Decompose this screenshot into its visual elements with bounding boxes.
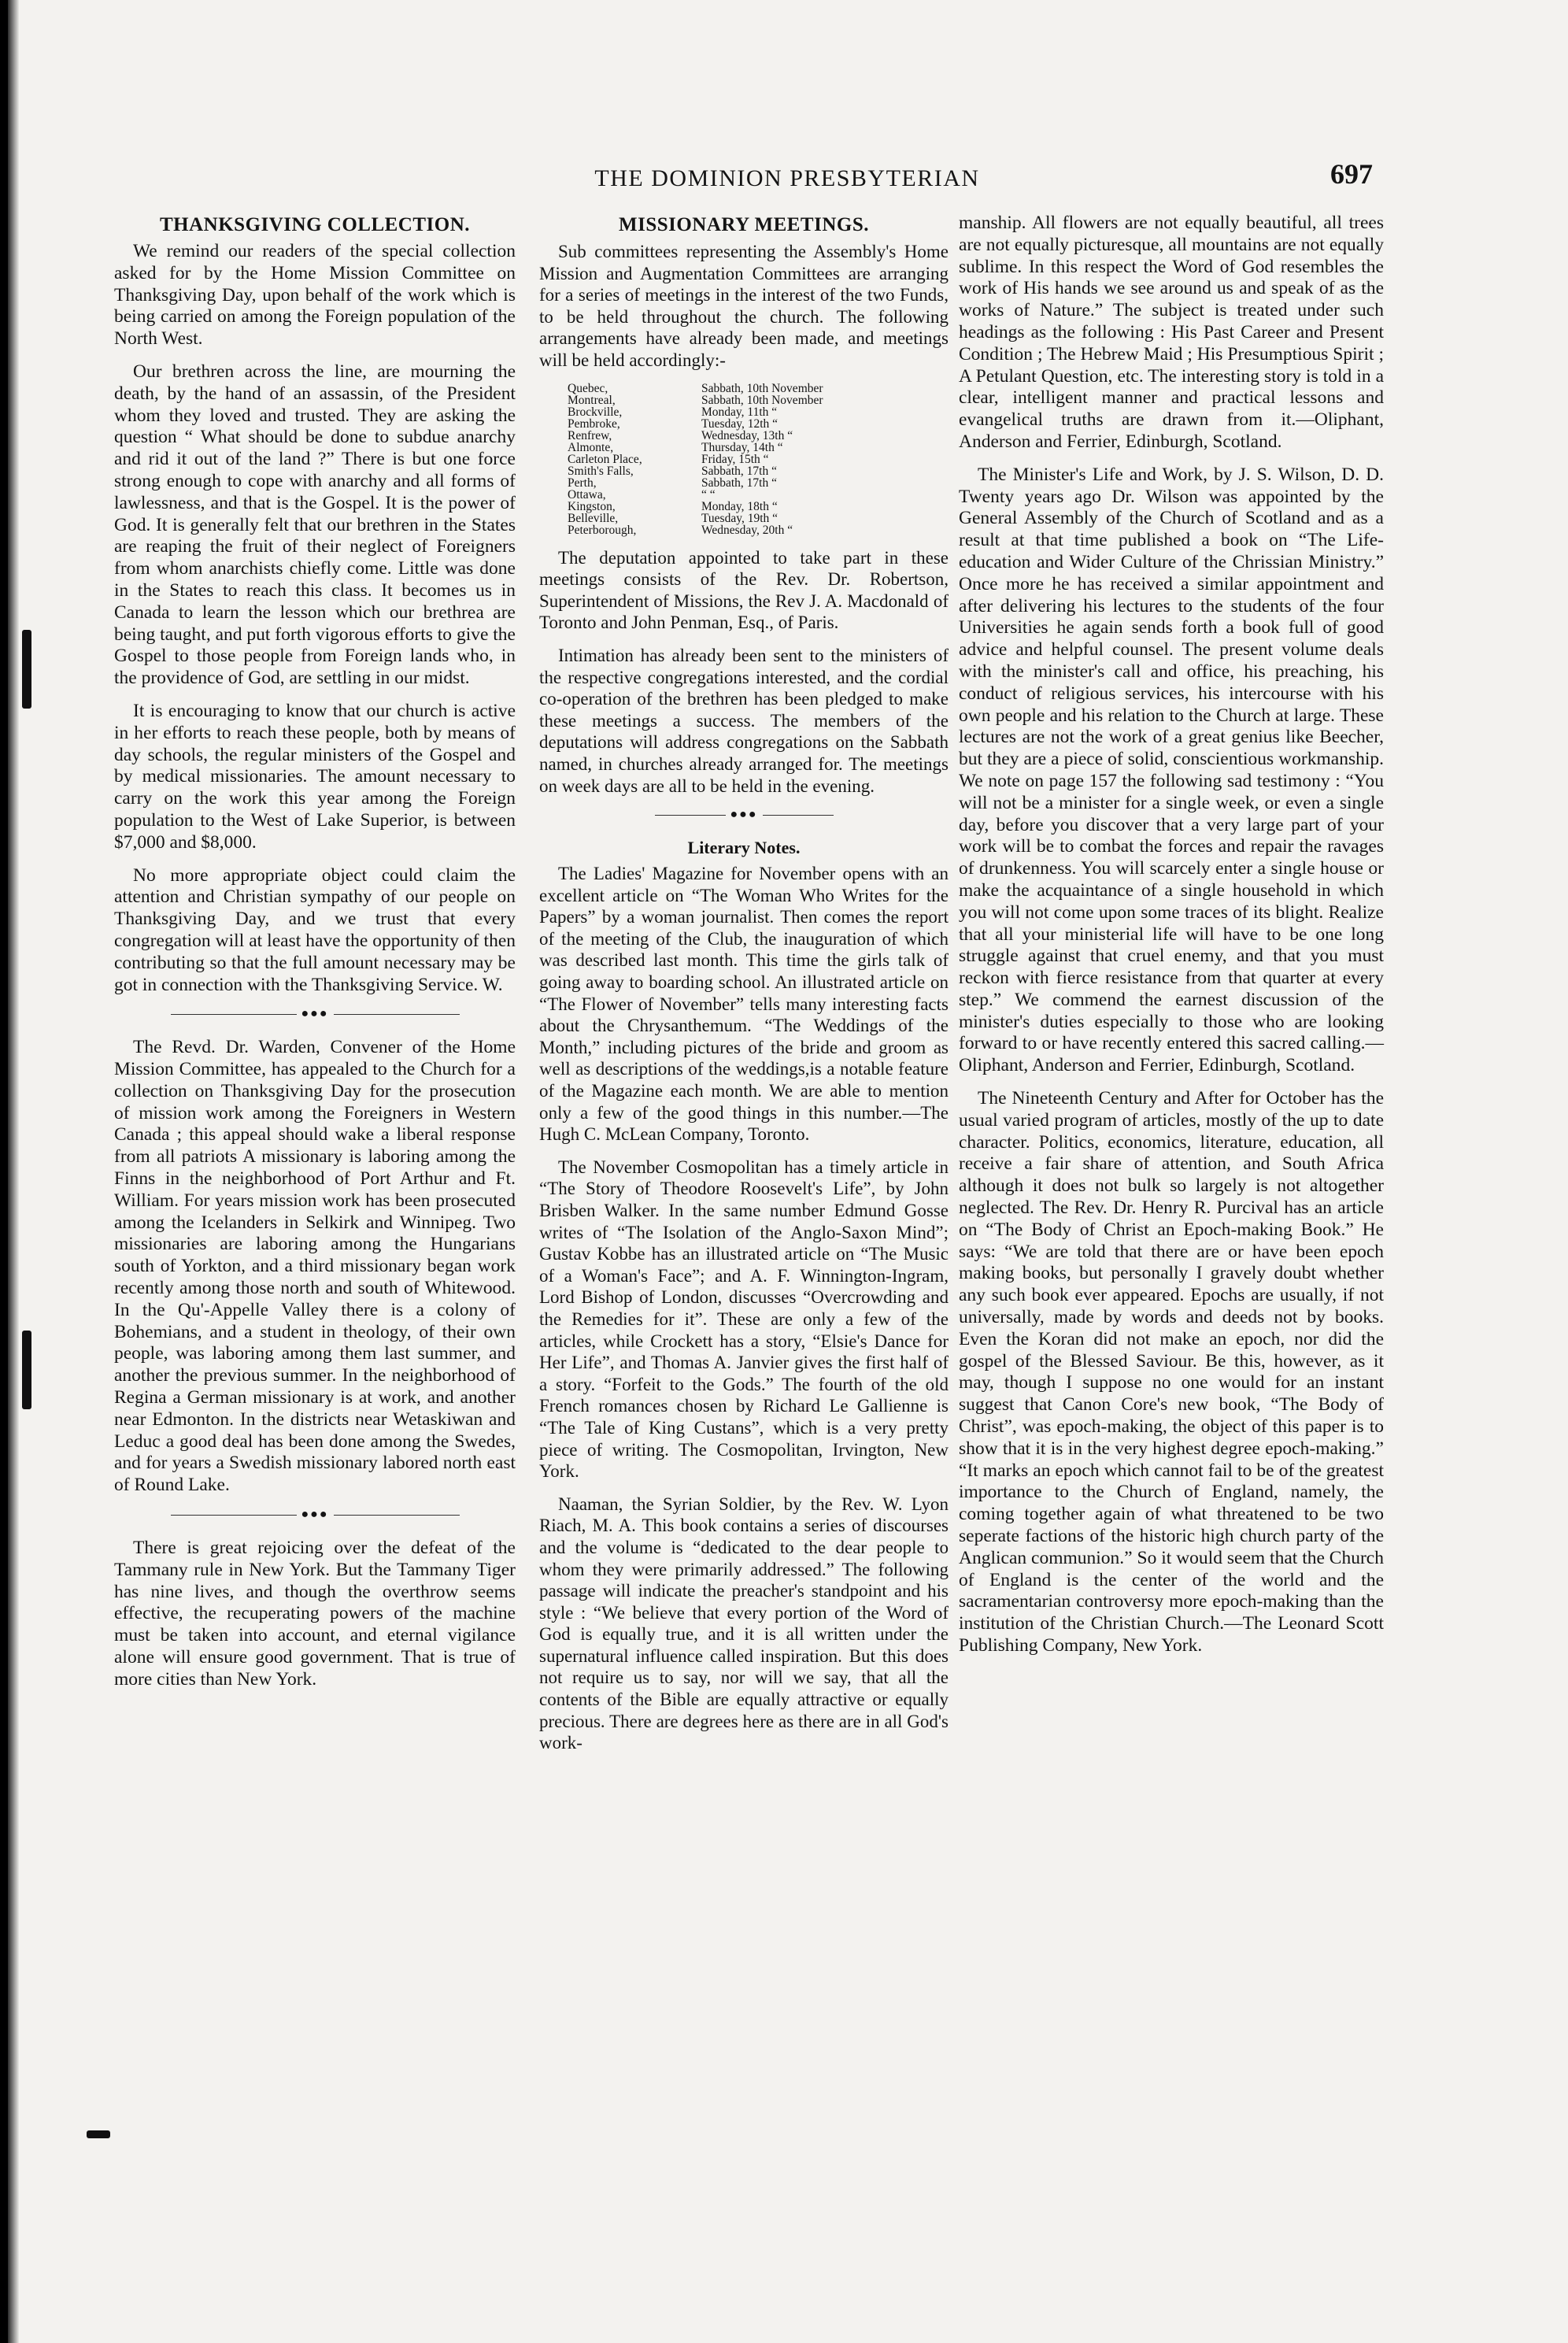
schedule-city: Renfrew, (568, 428, 612, 442)
schedule-city: Peterborough, (568, 523, 637, 537)
schedule-city: Quebec, (568, 381, 608, 395)
schedule-row (568, 442, 898, 453)
paragraph: The Nineteenth Century and After for October has the usual varied program of articles, mostly of the up to date character. Politics, economics, literature, education, all receive a fair share of attention, and South Africa although it does not bulk so largely is not altogether neglected. The Rev. Dr. Henry R. Purcival has an article on “The Body of Christ an Epoch-making Book.” He says: “We are told that there are or have been epoch making books, but personally I gravely doubt whether any such book ever appeared. Epochs are usually, if not universally, made by words and deeds not by books. Even the Koran did not make an epoch, nor did the gospel of the Blessed Saviour. Be this, however, as it may, though I suppose no one would for an instant suggest that Canon Core's new book, “The Body of Christ”, was epoch-making, the object of this paper is to show that it is in the very highest degree epoch-making.” “It marks an epoch which cannot fail to be of the greatest importance to the Church of England, namely, the coming together again of what threatened to be two seperate factions of the historic high church party of the Anglican communion.” So it would seem that the Church of England is the center of the world and the sacramentarian controversy more epoch-making than the institution of the Christian Church.—The Leonard Scott Publishing Company, New York. (959, 1088, 1384, 1656)
schedule-row (568, 394, 898, 406)
paragraph: Our brethren across the line, are mourning the death, by the hand of an assassin, of the President whom they loved and trusted. They are asking the question “ What should be done to subdue anarchy and rid it out of the land ?” There is but one force strong enough to cope with anarchy and all forms of lawlessness, and that is the Gospel. It is the power of God. It is generally felt that our brethren in the States are reaping the fruit of their neglect of Foreigners from whom anarchists chiefly come. Little was done in the States to reach this class. It becomes us in Canada to learn the lesson which our brethrea are being taught, and put forth vigorous efforts to give the Gospel to those people from Foreign lands who, in the providence of God, are settling in our midst. (114, 361, 516, 689)
schedule-date: Sabbath, 10th November (701, 381, 823, 395)
column-right (959, 213, 1384, 1668)
schedule-row (568, 430, 898, 442)
paragraph: The Minister's Life and Work, by J. S. Wilson, D. D. Twenty years ago Dr. Wilson was appointed by the General Assembly of the Church of Scotland and as a result at that time published a book on “The Life-education and Wider Culture of the Chrissian Ministry.” Once more he has received a similar appointment and after delivering his lectures to the students of the four Universities he again sends forth a book full of good advice and helpful counsel. The present volume deals with the minister's call and office, his preaching, his conduct of religious services, his intercourse with his own people and his relation to the Church at large. These lectures are not the work of a great genius like Beecher, but they are a piece of solid, conscientious workmanship. We note on page 157 the following sad testimony : “You will not be a minister for a single week, or even a single day, before you discover that a very large part of your work will be to combat the forces and repair the ravages of drunkenness. You will scarcely enter a single house or make the acquaintance of a single household in which you will not come upon some traces of its blight. Realize that all your ministerial life will have to be one long struggle against that cruel enemy, and that you must reckon with fierce resistance from that quarter at every step.” We commend the earnest discussion of the minister's duties especially to those who are looking forward to or have recently entered this sacred calling.—Oliphant, Anderson and Ferrier, Edinburgh, Scotland. (959, 464, 1384, 1076)
separator-rule: ●●● (114, 1007, 516, 1021)
schedule-date: Sabbath, 17th “ (701, 464, 777, 478)
paragraph: manship. All flowers are not equally beautiful, all trees are not equally picturesque, all mountains are not equally sublime. In this respect the Word of God resembles the work of His hands we see around us and speak of as the works of Nature.” The subject is treated under such headings as the following : His Past Career and Present Condition ; The Hebrew Maid ; His Presumptious Spirit ; A Petulant Question, etc. The interesting story is told in a clear, intelligent manner and practical lessons and evangelical truths are drawn from it.—Oliphant, Anderson and Ferrier, Edinburgh, Scotland. (959, 213, 1384, 452)
schedule-row (568, 524, 898, 536)
schedule-date: Tuesday, 12th “ (701, 416, 778, 431)
schedule-date: Sabbath, 10th November (701, 393, 823, 407)
schedule-city: Carleton Place, (568, 452, 642, 466)
paragraph: Intimation has already been sent to the ministers of the respective congregations interested, and the cordial co-operation of the brethren has been pledged to make these meetings a success. The members of the deputations will address congregations on the Sabbath named, in churches already arranged for. The meetings on week days are all to be held in the evening. (539, 645, 949, 796)
schedule-row (568, 489, 898, 501)
schedule-city: Perth, (568, 476, 597, 490)
article-heading: MISSIONARY MEETINGS. (619, 214, 869, 235)
schedule-city: Belleville, (568, 511, 619, 525)
section-subheading: Literary Notes. (687, 838, 801, 858)
paragraph: The November Cosmopolitan has a timely article in “The Story of Theodore Roosevelt's Life”, by John Brisben Walker. In the same number Edmund Gosse writes of “The Isolation of the Anglo-Saxon Mind”; Gustav Kobbe has an illustrated article on “The Music of a Woman's Face”; and A. F. Winnington-Ingram, Lord Bishop of London, discusses “Overcrowding and the Remedies for it”. These are only a few of the articles, while Crockett has a story, “Elsie's Dance for Her Life”, and Thomas A. Janvier gives the first half of a story. “Forfeit to the Gods.” The fourth of the old French romances chosen by Richard Le Gallienne is “The Tale of King Custans”, which is a very pretty piece of writing. The Cosmopolitan, Irvington, New York. (539, 1157, 949, 1482)
newspaper-page (8, 0, 1568, 2343)
schedule-row (568, 453, 898, 465)
binding-mark-corner (87, 2130, 110, 2138)
schedule-row (568, 465, 898, 477)
paragraph: The Revd. Dr. Warden, Convener of the Home Mission Committee, has appealed to the Church for a collection on Thanksgiving Day for the prosecution of mission work among the Foreigners in Western Canada ; this appeal should wake a liberal response from all patriots A missionary is laboring among the Finns in the neighborhood of Port Arthur and Ft. William. For years mission work has been prosecuted among the Icelanders in Selkirk and Winnipeg. Two missionaries are laboring among the Hungarians south of Yorkton, and a third missionary began work recently among those north and south of Whitewood. In the Qu'-Appelle Valley there is a colony of Bohemians, and a student in theology, of their own people, was laboring among them last summer, and another the previous summer. In the neighborhood of Regina a German missionary is at work, and another near Edmonton. In the districts near Wetaskiwan and Leduc a good deal has been done among the Swedes, and for years a Swedish missionary labored north east of Round Lake. (114, 1037, 516, 1496)
article-heading: THANKSGIVING COLLECTION. (159, 214, 471, 235)
separator-rule: ●●● (114, 1508, 516, 1522)
schedule-city: Ottawa, (568, 487, 606, 502)
schedule-city: Pembroke, (568, 416, 620, 431)
paragraph: There is great rejoicing over the defeat of the Tammany rule in New York. But the Tammany Tiger has nine lives, and though the overthrow seems effective, the recuperating powers of the machine must be taken into account, and eternal vigilance alone will ensure good government. That is true of more cities than New York. (114, 1538, 516, 1690)
schedule-date: Friday, 15th “ (701, 452, 769, 466)
schedule-date: Thursday, 14th “ (701, 440, 783, 454)
schedule-row (568, 383, 898, 394)
schedule-city: Montreal, (568, 393, 616, 407)
binding-mark-bottom (22, 1331, 31, 1409)
paragraph: It is encouraging to know that our church is active in her efforts to reach these people, both by means of day schools, the regular ministers of the Gospel and by medical missionaries. The amount necessary to carry on the work this year among the Foreign population to the West of Lake Superior, is between $7,000 and $8,000. (114, 700, 516, 853)
schedule-city: Almonte, (568, 440, 614, 454)
paragraph: Naaman, the Syrian Soldier, by the Rev. W. Lyon Riach, M. A. This book contains a series of discourses and the volume is “dedicated to the dear people to whom they were primarily addressed.” The following passage will indicate the preacher's standpoint and his style : “We believe that every portion of the Word of God is equally true, and it is all written under the supernatural influence called inspiration. But this does not require us to say, nor will we say, that all the contents of the Bible are equally attractive or equally precious. There are degrees here as there are in all God's work- (539, 1494, 949, 1753)
schedule-city: Smith's Falls, (568, 464, 634, 478)
page-header-title: THE DOMINION PRESBYTERIAN (594, 165, 980, 191)
schedule-city: Brockville, (568, 405, 623, 419)
schedule-row (568, 418, 898, 430)
schedule-date: Wednesday, 13th “ (701, 428, 793, 442)
binding-mark-top (22, 630, 31, 709)
paragraph: The Ladies' Magazine for November opens with an excellent article on “The Woman Who Writes for the Papers” by a woman journalist. Then comes the report of the meeting of the Club, the inauguration of which was described last month. This time the girls talk of going away to boarding school. An illustrated article on “The Flower of November” tells many interesting facts about the Chrysanthemum. “The Weddings of the Month,” including pictures of the bride and groom as well as descriptions of the weddings,is a notable feature of the Magazine each month. We are able to mention only a few of the good things in this number.—The Hugh C. McLean Company, Toronto. (539, 864, 949, 1145)
schedule-date: Wednesday, 20th “ (701, 523, 793, 537)
paragraph: No more appropriate object could claim the attention and Christian sympathy of our people on Thanksgiving Day, and we trust that every congregation will at least have the opportunity of then contributing so that the full amount necessary may be got in connection with the Thanksgiving Service. W. (114, 864, 516, 995)
schedule-row (568, 501, 898, 513)
schedule-date: “ “ (701, 487, 716, 502)
paragraph: The deputation appointed to take part in these meetings consists of the Rev. Dr. Robertson, Superintendent of Missions, the Rev J. A. Macdonald of Toronto and John Penman, Esq., of Paris. (539, 547, 949, 633)
column-left (114, 213, 516, 1702)
separator-rule: ●●● (539, 808, 949, 822)
schedule-date: Monday, 18th “ (701, 499, 778, 513)
schedule-row (568, 406, 898, 418)
schedule-date: Monday, 11th “ (701, 405, 778, 419)
paragraph: Sub committees representing the Assembly's Home Mission and Augmentation Committees are arranging for a series of meetings in the interest of the two Funds, to be held throughout the church. The following arrangements have already been made, and meetings will be held accordingly:- (539, 242, 949, 370)
page-edge-shadow (8, 0, 19, 2343)
meeting-schedule-table (568, 383, 898, 536)
schedule-row (568, 477, 898, 489)
schedule-city: Kingston, (568, 499, 616, 513)
column-middle (539, 213, 949, 1765)
paragraph: We remind our readers of the special collection asked for by the Home Mission Committee on Thanksgiving Day, upon behalf of the work which is being carried on among the Foreign population of the North West. (114, 241, 516, 350)
page-number: 697 (1330, 158, 1373, 190)
schedule-row (568, 513, 898, 524)
schedule-date: Tuesday, 19th “ (701, 511, 778, 525)
schedule-date: Sabbath, 17th “ (701, 476, 777, 490)
